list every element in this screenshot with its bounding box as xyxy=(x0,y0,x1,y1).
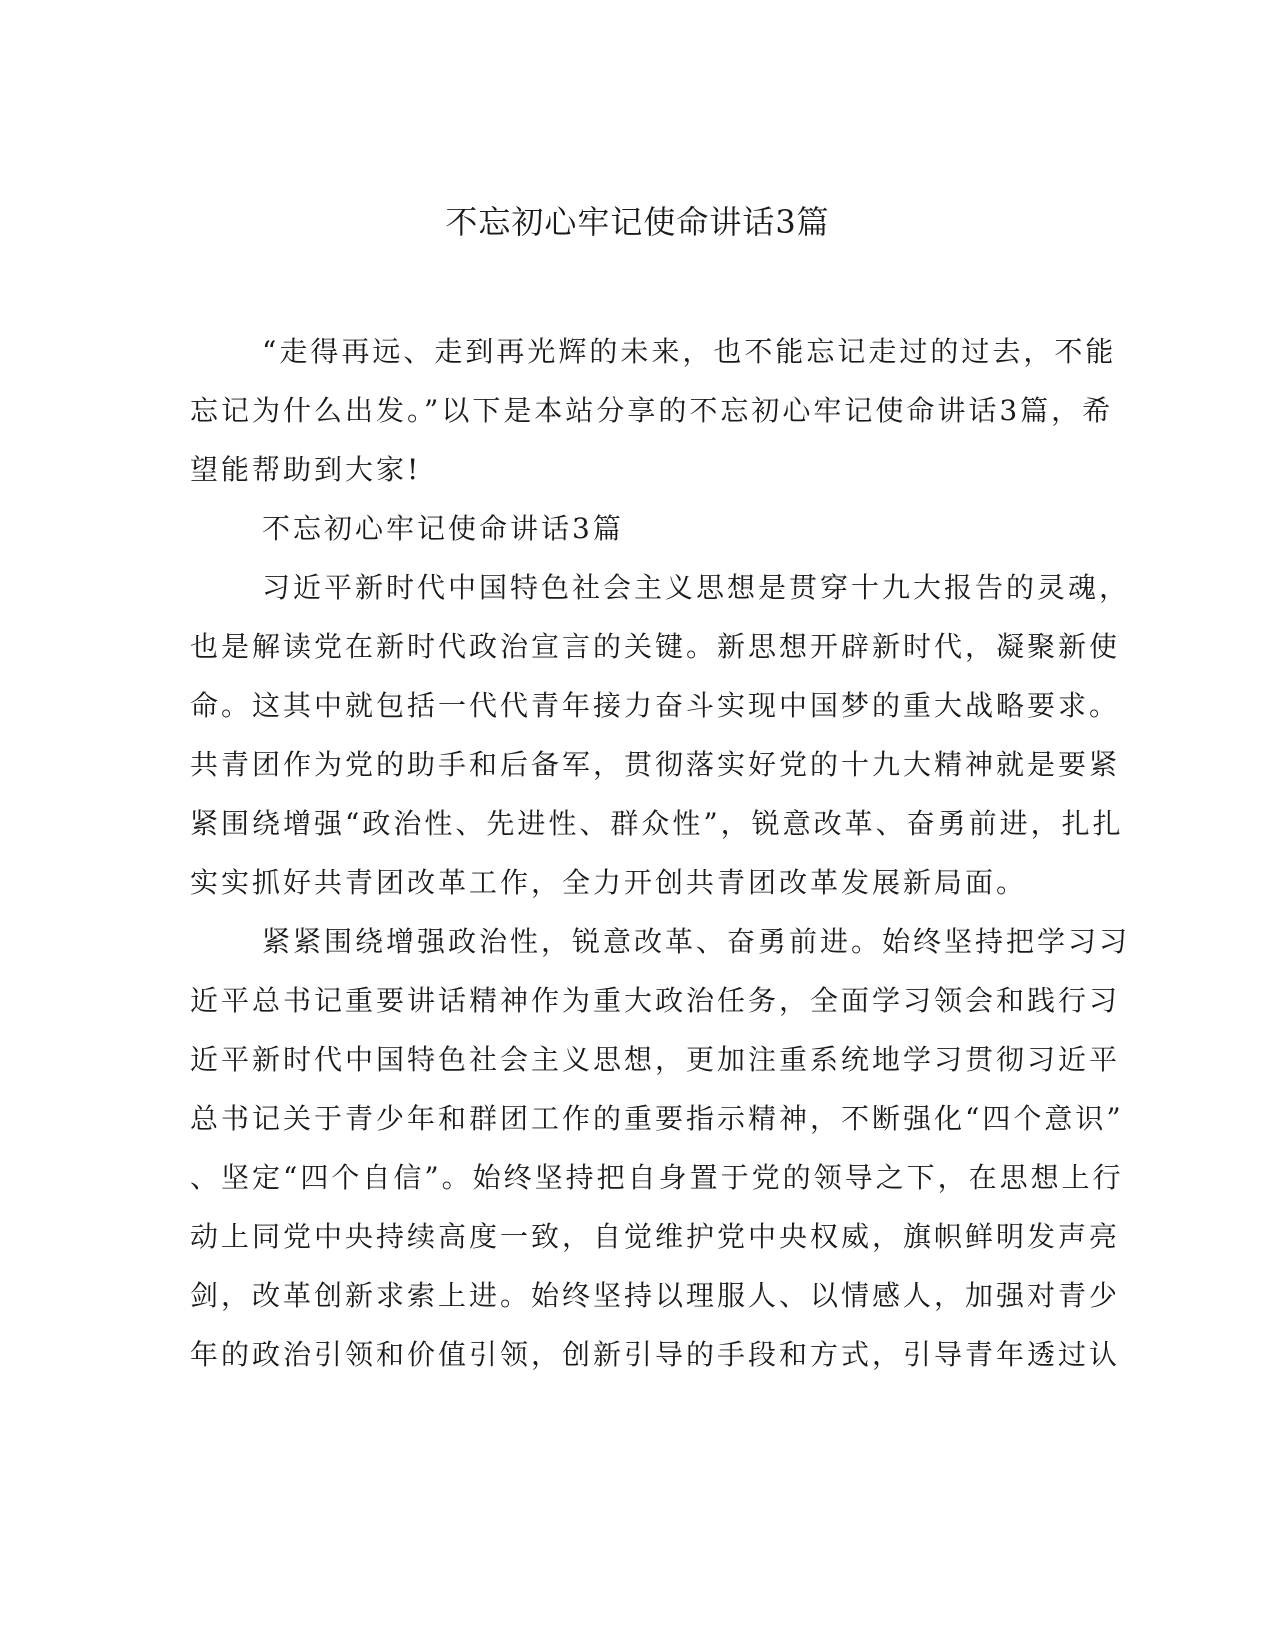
document-title: 不忘初心牢记使命讲话3篇 xyxy=(445,203,830,241)
text-line: 共青团作为党的助手和后备军，贯彻落实好党的十九大精神就是要紧 xyxy=(190,748,1121,781)
text-line: 忘记为什么出发。”以下是本站分享的不忘初心牢记使命讲话3篇，希 xyxy=(190,394,1114,427)
text-line: 年的政治引领和价值引领，创新引导的手段和方式，引导青年透过认 xyxy=(190,1338,1121,1371)
text-line: 紧围绕增强“政治性、先进性、群众性”，锐意改革、奋勇前进，扎扎 xyxy=(190,807,1124,840)
text-line: 习近平新时代中国特色社会主义思想是贯穿十九大报告的灵魂， xyxy=(262,571,1131,604)
text-line: 总书记关于青少年和群团工作的重要指示精神，不断强化“四个意识” xyxy=(190,1102,1124,1135)
text-line: “走得再远、走到再光辉的未来，也不能忘记走过的过去，不能 xyxy=(262,335,1117,368)
text-line: 动上同党中央持续高度一致，自觉维护党中央权威，旗帜鲜明发声亮 xyxy=(190,1220,1121,1253)
text-line: 近平新时代中国特色社会主义思想，更加注重系统地学习贯彻习近平 xyxy=(190,1043,1121,1076)
text-line: 、坚定“四个自信”。始终坚持把自身置于党的领导之下，在思想上行 xyxy=(190,1161,1124,1194)
text-line: 近平总书记重要讲话精神作为重大政治任务，全面学习领会和践行习 xyxy=(190,984,1121,1017)
text-line: 不忘初心牢记使命讲话3篇 xyxy=(262,512,624,545)
text-line: 望能帮助到大家! xyxy=(190,453,422,486)
document-body xyxy=(190,322,1131,1384)
text-line: 也是解读党在新时代政治宣言的关键。新思想开辟新时代，凝聚新使 xyxy=(190,630,1121,663)
intro-paragraph xyxy=(190,322,1117,499)
body-paragraph xyxy=(190,558,1131,912)
text-line: 命。这其中就包括一代代青年接力奋斗实现中国梦的重大战略要求。 xyxy=(190,689,1121,722)
text-line: 紧紧围绕增强政治性，锐意改革、奋勇前进。始终坚持把学习习 xyxy=(262,925,1131,958)
section-heading xyxy=(190,499,1075,558)
text-line: 实实抓好共青团改革工作，全力开创共青团改革发展新局面。 xyxy=(190,866,1028,899)
body-paragraph xyxy=(190,912,1131,1384)
text-line: 剑，改革创新求索上进。始终坚持以理服人、以情感人，加强对青少 xyxy=(190,1279,1121,1312)
